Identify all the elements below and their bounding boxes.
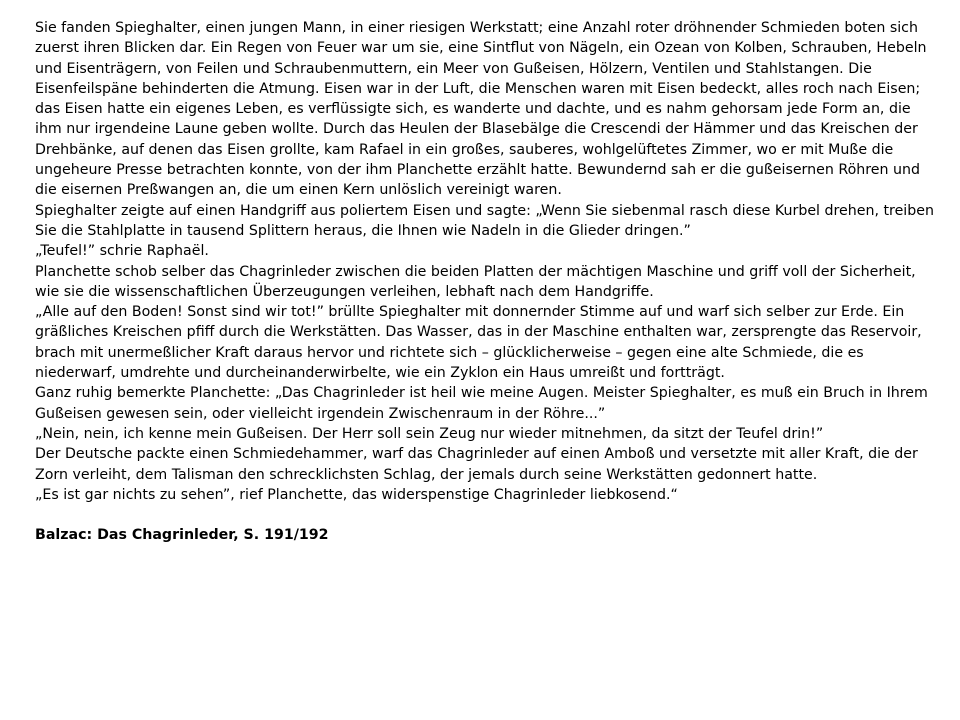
paragraph: „Es ist gar nichts zu sehen”, rief Planchette, das widerspenstige Chagrinleder liebkosend.“: [35, 486, 678, 503]
paragraph: „Alle auf den Boden! Sonst sind wir tot!” brüllte Spieghalter mit donnernder Stimme auf und warf sich selber zur Erde. Ein gräßliches Kreischen pfiff durch die Werkstätten. Das Wasser, das in der Maschine enthalten war, zersprengte das Reservoir, brach mit unermeßlicher Kraft daraus hervor und richtete sich – glücklicherweise – gegen eine alte Schmiede, die es niederwarf, umdrehte und durcheinanderwirbelte, wie ein Zyklon ein Haus umreißt und fortträgt.: [35, 304, 922, 382]
source-citation: Balzac: Das Chagrinleder, S. 191/192: [35, 527, 329, 544]
paragraph: Planchette schob selber das Chagrinleder zwischen die beiden Platten der mächtigen Maschine und griff voll der Sicherheit, wie sie die wissenschaftlichen Überzeugungen verleihen, lebhaft nach dem Handgriffe.: [35, 263, 916, 300]
spacer: [35, 505, 935, 525]
paragraph: Der Deutsche packte einen Schmiedehammer, warf das Chagrinleder auf einen Amboß und versetzte mit aller Kraft, die der Zorn verleiht, dem Talisman den schrecklichsten Schlag, der jemals durch seine Werkstätten gedonnert hatte.: [35, 446, 918, 483]
paragraph: „Teufel!” schrie Raphaël.: [35, 243, 209, 260]
paragraph: Sie fanden Spieghalter, einen jungen Mann, in einer riesigen Werkstatt; eine Anzahl roter dröhnender Schmieden boten sich zuerst ihren Blicken dar. Ein Regen von Feuer war um sie, eine Sintflut von Nägeln, ein Ozean von Kolben, Schrauben, Hebeln und Eisenträgern, von Feilen und Schraubenmuttern, ein Meer von Gußeisen, Hölzern, Ventilen und Stahlstangen. Die Eisenfeilspäne behinderten die Atmung. Eisen war in der Luft, die Menschen waren mit Eisen bedeckt, alles roch nach Eisen; das Eisen hatte ein eigenes Leben, es verflüssigte sich, es wanderte und dachte, und es nahm gehorsam jede Form an, die ihm nur irgendeine Laune geben wollte. Durch das Heulen der Blasebälge die Crescendi der Hämmer und das Kreischen der Drehbänke, auf denen das Eisen grollte, kam Rafael in ein großes, sauberes, wohlgelüftetes Zimmer, wo er mit Muße die ungeheure Presse betrachten konnte, von der ihm Planchette erzählt hatte. Bewundernd sah er die gußeisernen Röhren und die eisernen Preßwangen an, die um einen Kern unlöslich vereinigt waren.: [35, 20, 927, 199]
paragraph: „Nein, nein, ich kenne mein Gußeisen. Der Herr soll sein Zeug nur wieder mitnehmen, da sitzt der Teufel drin!”: [35, 425, 824, 442]
paragraph: Spieghalter zeigte auf einen Handgriff aus poliertem Eisen und sagte: „Wenn Sie siebenmal rasch diese Kurbel drehen, treiben Sie die Stahlplatte in tausend Splittern heraus, die Ihnen wie Nadeln in die Glieder dringen.”: [35, 202, 934, 239]
paragraph: Ganz ruhig bemerkte Planchette: „Das Chagrinleder ist heil wie meine Augen. Meister Spieghalter, es muß ein Bruch in Ihrem Gußeisen gewesen sein, oder vielleicht irgendein Zwischenraum in der Röhre...”: [35, 385, 928, 422]
text-body: [35, 18, 935, 546]
